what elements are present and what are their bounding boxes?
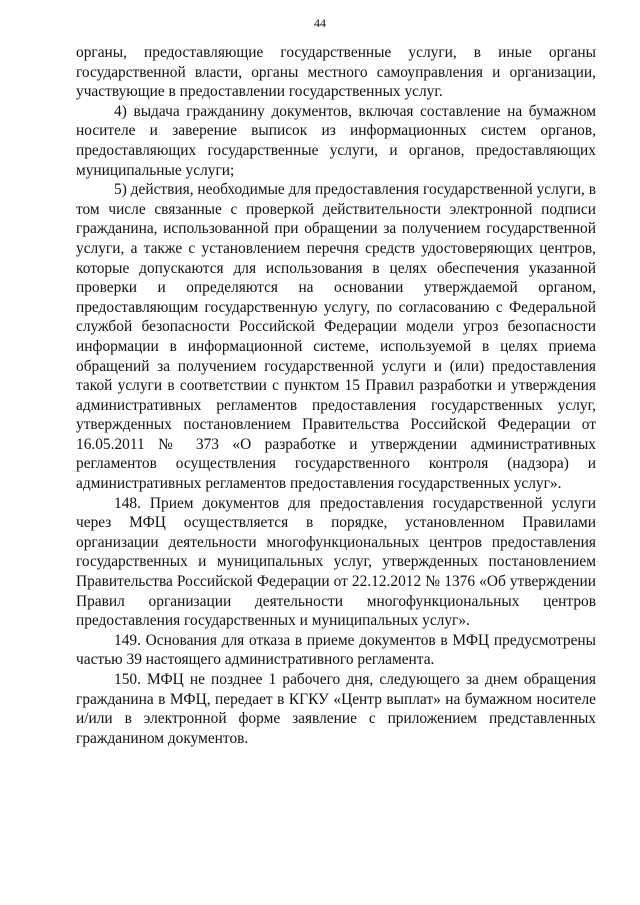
paragraph-item-5: 5) действия, необходимые для предоставления государственной услуги, в том числе связанные с проверкой действительности электронной подписи гражданина, использованной при обращении за получением государственной услуги, а также с установлением перечня средств удостоверяющих центров, которые допускаются для использования в целях обеспечения указанной проверки и определяются на основании утверждаемой органом, предоставляющим государственную услугу, по согласованию с Федеральной службой безопасности Российской Федерации модели угроз безопасности информации в информационной системе, используемой в целях приема обращений за получением государственной услуги и (или) предоставления такой услуги в соответствии с пунктом 15 Правил разработки и утверждения административных регламентов предоставления государственных услуг, утвержденных постановлением Правительства Российской Федерации от 16.05.2011 № 373 «О разработке и утверждении административных регламентов осуществления государственного контроля (надзора) и административных регламентов предоставления государственных услуг». [76,181,597,493]
page-number: 44 [314,16,326,30]
paragraph-item-4: 4) выдача гражданину документов, включая составление на бумажном носителе и заверение выписок из информационных систем органов, предоставляющих государственные услуги, и органов, предоставляющих муниципальные услуги; [76,102,596,179]
document-body [76,43,596,748]
paragraph-149: 149. Основания для отказа в приеме документов в МФЦ предусмотрены частью 39 настоящего административного регламента. [76,631,596,669]
paragraph-150: 150. МФЦ не позднее 1 рабочего дня, следующего за днем обращения гражданина в МФЦ, передает в КГКУ «Центр выплат» на бумажном носителе и/или в электронной форме заявление с приложением представленных гражданином документов. [76,671,596,747]
paragraph-148: 148. Прием документов для предоставления государственной услуги через МФЦ осуществляется в порядке, установленном Правилами организации деятельности многофункциональных центров предоставления государственных и муниципальных услуг, утвержденных постановлением Правительства Российской Федерации от 22.12.2012 № 1376 «Об утверждении Правил организации деятельности многофункциональных центров предоставления государственных и муниципальных услуг». [76,494,596,630]
paragraph-continuation: органы, предоставляющие государственные услуги, в иные органы государственной власти, органы местного самоуправления и организации, участвующие в предоставлении государственных услуг. [76,44,596,101]
